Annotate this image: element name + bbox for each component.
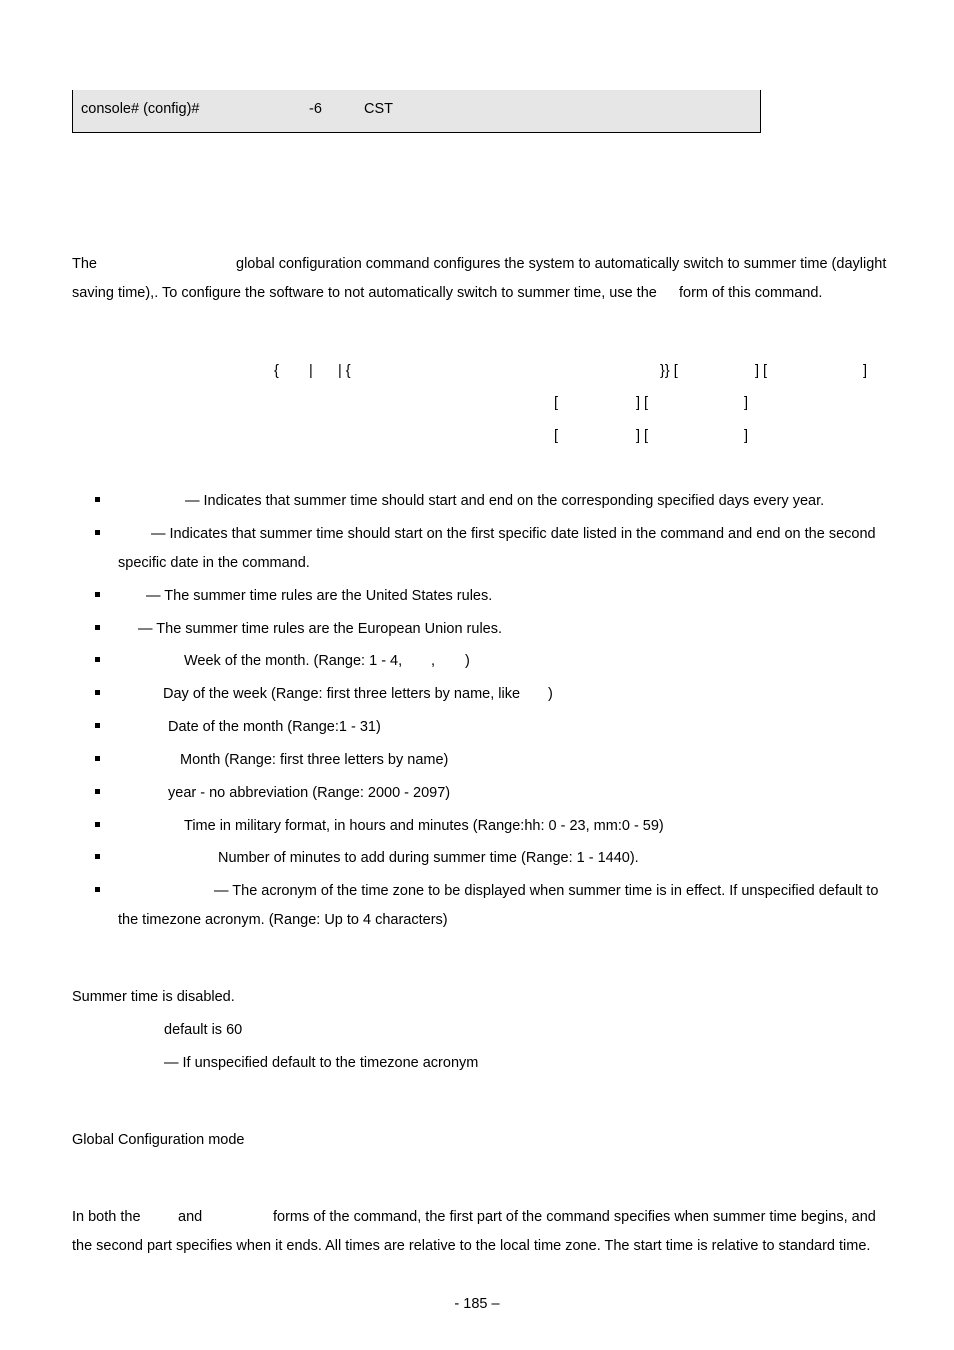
syntax-bracket-end: ]	[744, 395, 749, 411]
syntax-bracket: ] [	[755, 363, 768, 379]
param-date-of-month: Date of the month (Range:1 - 31)	[168, 719, 381, 735]
param-recurring: — Indicates that summer time should start and end on the corresponding specified days every year.	[185, 493, 825, 509]
guidelines-line1-b: and	[178, 1209, 203, 1225]
bullet-marker	[95, 690, 100, 695]
guidelines-line1-c: forms of the command, the first part of the command specifies when summer time begins, and	[273, 1209, 876, 1225]
bullet-marker	[95, 822, 100, 827]
bullet-marker	[95, 497, 100, 502]
param-day-close: )	[548, 686, 553, 702]
param-date: — Indicates that summer time should start on the first specific date listed in the command and end on the second	[151, 526, 876, 542]
param-day: Day of the week (Range: first three letters by name, like	[163, 686, 521, 702]
param-date-cont: specific date in the command.	[118, 555, 310, 571]
bullet-marker	[95, 530, 100, 535]
bullet-marker	[95, 756, 100, 761]
param-week-comma: ,	[431, 653, 436, 669]
bullet-marker	[95, 854, 100, 859]
description-line2: saving time),. To configure the software to not automatically switch to summer time, use the	[72, 285, 657, 301]
syntax-bracket: [	[554, 395, 559, 411]
example-offset: -6	[309, 101, 322, 117]
guidelines-line2: the second part specifies when it ends. All times are relative to the local time zone. The start time is relative to standard time.	[72, 1238, 871, 1254]
syntax-bracket: ] [	[636, 428, 649, 444]
param-week-close: )	[465, 653, 470, 669]
param-acronym-cont: the timezone acronym. (Range: Up to 4 characters)	[118, 912, 448, 928]
guidelines-line1-a: In both the	[72, 1209, 141, 1225]
example-prompt: console# (config)#	[81, 101, 200, 117]
syntax-brace: {	[274, 363, 279, 379]
bullet-marker	[95, 887, 100, 892]
bullet-marker	[95, 789, 100, 794]
bullet-marker	[95, 723, 100, 728]
command-mode: Global Configuration mode	[72, 1132, 245, 1148]
page-number: - 185 –	[454, 1296, 500, 1312]
syntax-bracket: ] [	[636, 395, 649, 411]
syntax-bracket-end: ]	[744, 428, 749, 444]
bullet-marker	[95, 625, 100, 630]
default-disabled: Summer time is disabled.	[72, 989, 235, 1005]
param-acronym: — The acronym of the time zone to be displayed when summer time is in effect. If unspecified default to	[214, 883, 879, 899]
syntax-pipe: |	[309, 363, 313, 379]
bullet-marker	[95, 657, 100, 662]
param-offset: Number of minutes to add during summer time (Range: 1 - 1440).	[218, 850, 639, 866]
description-the: The	[72, 256, 97, 272]
param-week: Week of the month. (Range: 1 - 4,	[184, 653, 403, 669]
param-year: year - no abbreviation (Range: 2000 - 2097)	[168, 785, 451, 801]
syntax-bracket-end: ]	[863, 363, 868, 379]
default-offset: default is 60	[164, 1022, 243, 1038]
param-time: Time in military format, in hours and minutes (Range:hh: 0 - 23, mm:0 - 59)	[184, 818, 664, 834]
param-eu: — The summer time rules are the European Union rules.	[138, 621, 503, 637]
bullet-marker	[95, 592, 100, 597]
example-zone: CST	[364, 101, 393, 117]
default-acronym: — If unspecified default to the timezone acronym	[164, 1055, 479, 1071]
param-usa: — The summer time rules are the United States rules.	[146, 588, 493, 604]
syntax-bracket: [	[554, 428, 559, 444]
description-line2-end: form of this command.	[679, 285, 823, 301]
syntax-close: }} [	[660, 363, 678, 379]
description-line1: global configuration command configures the system to automatically switch to summer time (daylight	[236, 256, 887, 272]
syntax-pipe-brace: | {	[338, 363, 351, 379]
param-month: Month (Range: first three letters by name)	[180, 752, 449, 768]
